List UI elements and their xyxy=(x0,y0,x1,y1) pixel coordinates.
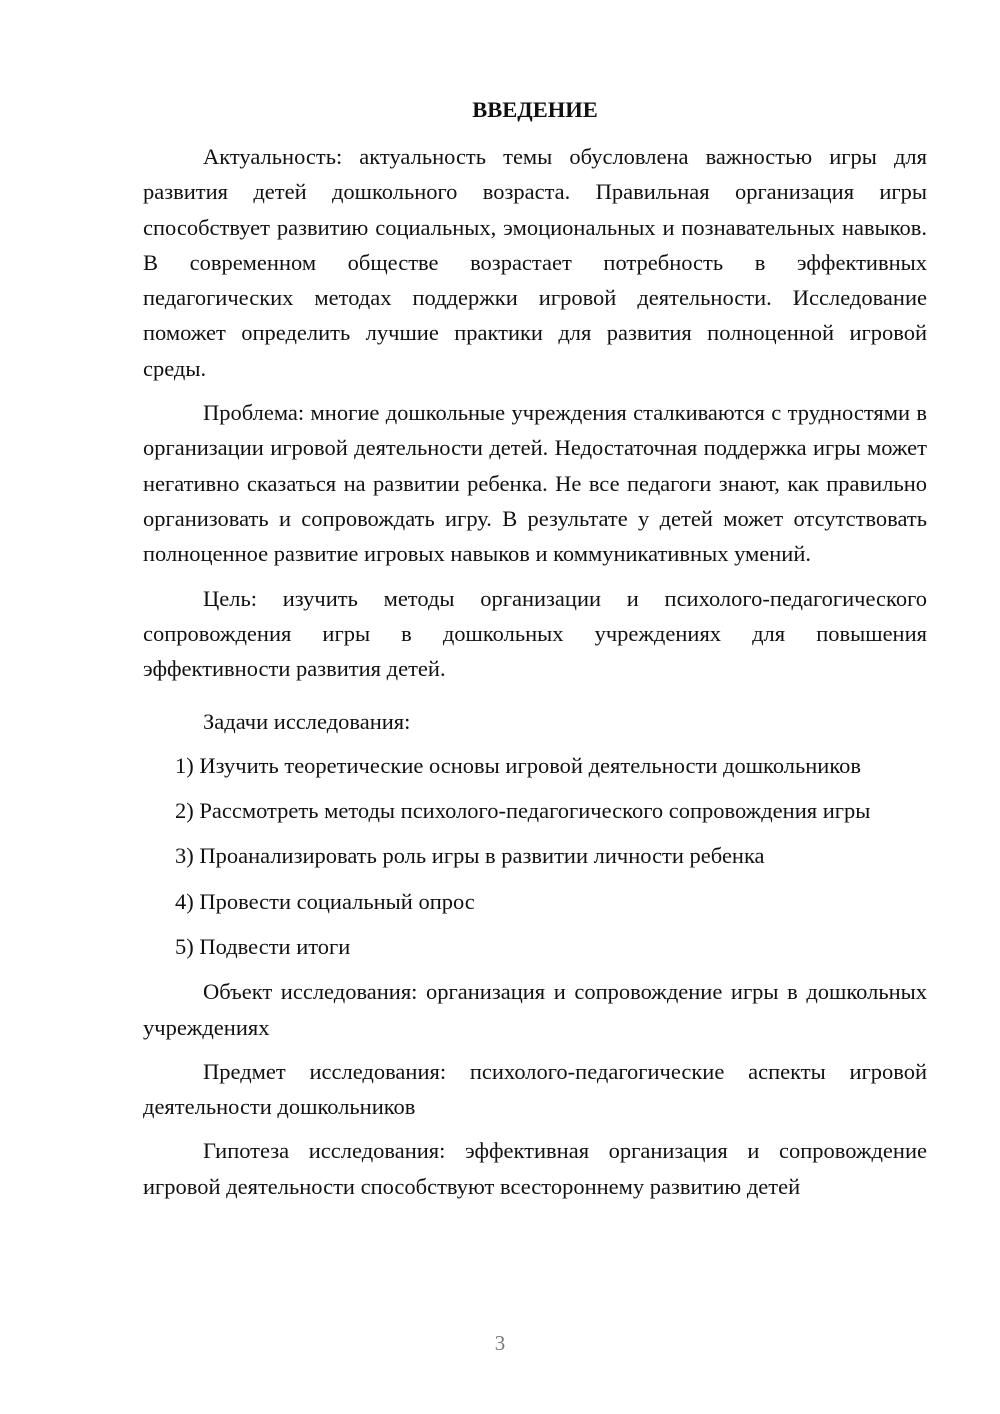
relevance-paragraph: Актуальность: актуальность темы обусловлена важностью игры для развития детей дошкольного возраста. Правильная организация игры способствует развитию социальных, эмоциональных и познавательных навыков. В современном обществе возрастает потребность в эффективных педагогических методах поддержки игровой деятельности. Исследование поможет определить лучшие практики для развития полноценной игровой среды. xyxy=(143,144,927,381)
task-item-1: 1) Изучить теоретические основы игровой деятельности дошкольников xyxy=(175,752,862,778)
object-paragraph: Объект исследования: организация и сопровождение игры в дошкольных учреждениях xyxy=(143,979,927,1040)
task-item-4: 4) Провести социальный опрос xyxy=(175,888,475,914)
problem-paragraph: Проблема: многие дошкольные учреждения сталкиваются с трудностями в организации игровой деятельности детей. Недостаточная поддержка игры может негативно сказаться на развитии ребенка. Не все педагоги знают, как правильно организовать и сопровождать игру. В результате у детей может отсутствовать полноценное развитие игровых навыков и коммуникативных умений. xyxy=(143,400,927,567)
section-title: ВВЕДЕНИЕ xyxy=(472,97,598,122)
subject-paragraph: Предмет исследования: психолого-педагогические аспекты игровой деятельности дошкольников xyxy=(143,1058,927,1120)
tasks-heading: Задачи исследования: xyxy=(203,709,411,735)
goal-paragraph: Цель: изучить методы организации и психолого-педагогического сопровождения игры в дошкольных учреждениях для повышения эффективности развития детей. xyxy=(143,585,927,682)
page-content xyxy=(143,92,927,1213)
page-number: 3 xyxy=(494,1331,506,1355)
hypothesis-paragraph: Гипотеза исследования: эффективная организация и сопровождение игровой деятельности способствуют всестороннему развитию детей xyxy=(143,1138,927,1199)
task-item-2: 2) Рассмотреть методы психолого-педагогического сопровождения игры xyxy=(175,798,871,824)
task-item-5: 5) Подвести итоги xyxy=(175,933,351,959)
task-item-3: 3) Проанализировать роль игры в развитии личности ребенка xyxy=(175,843,765,869)
